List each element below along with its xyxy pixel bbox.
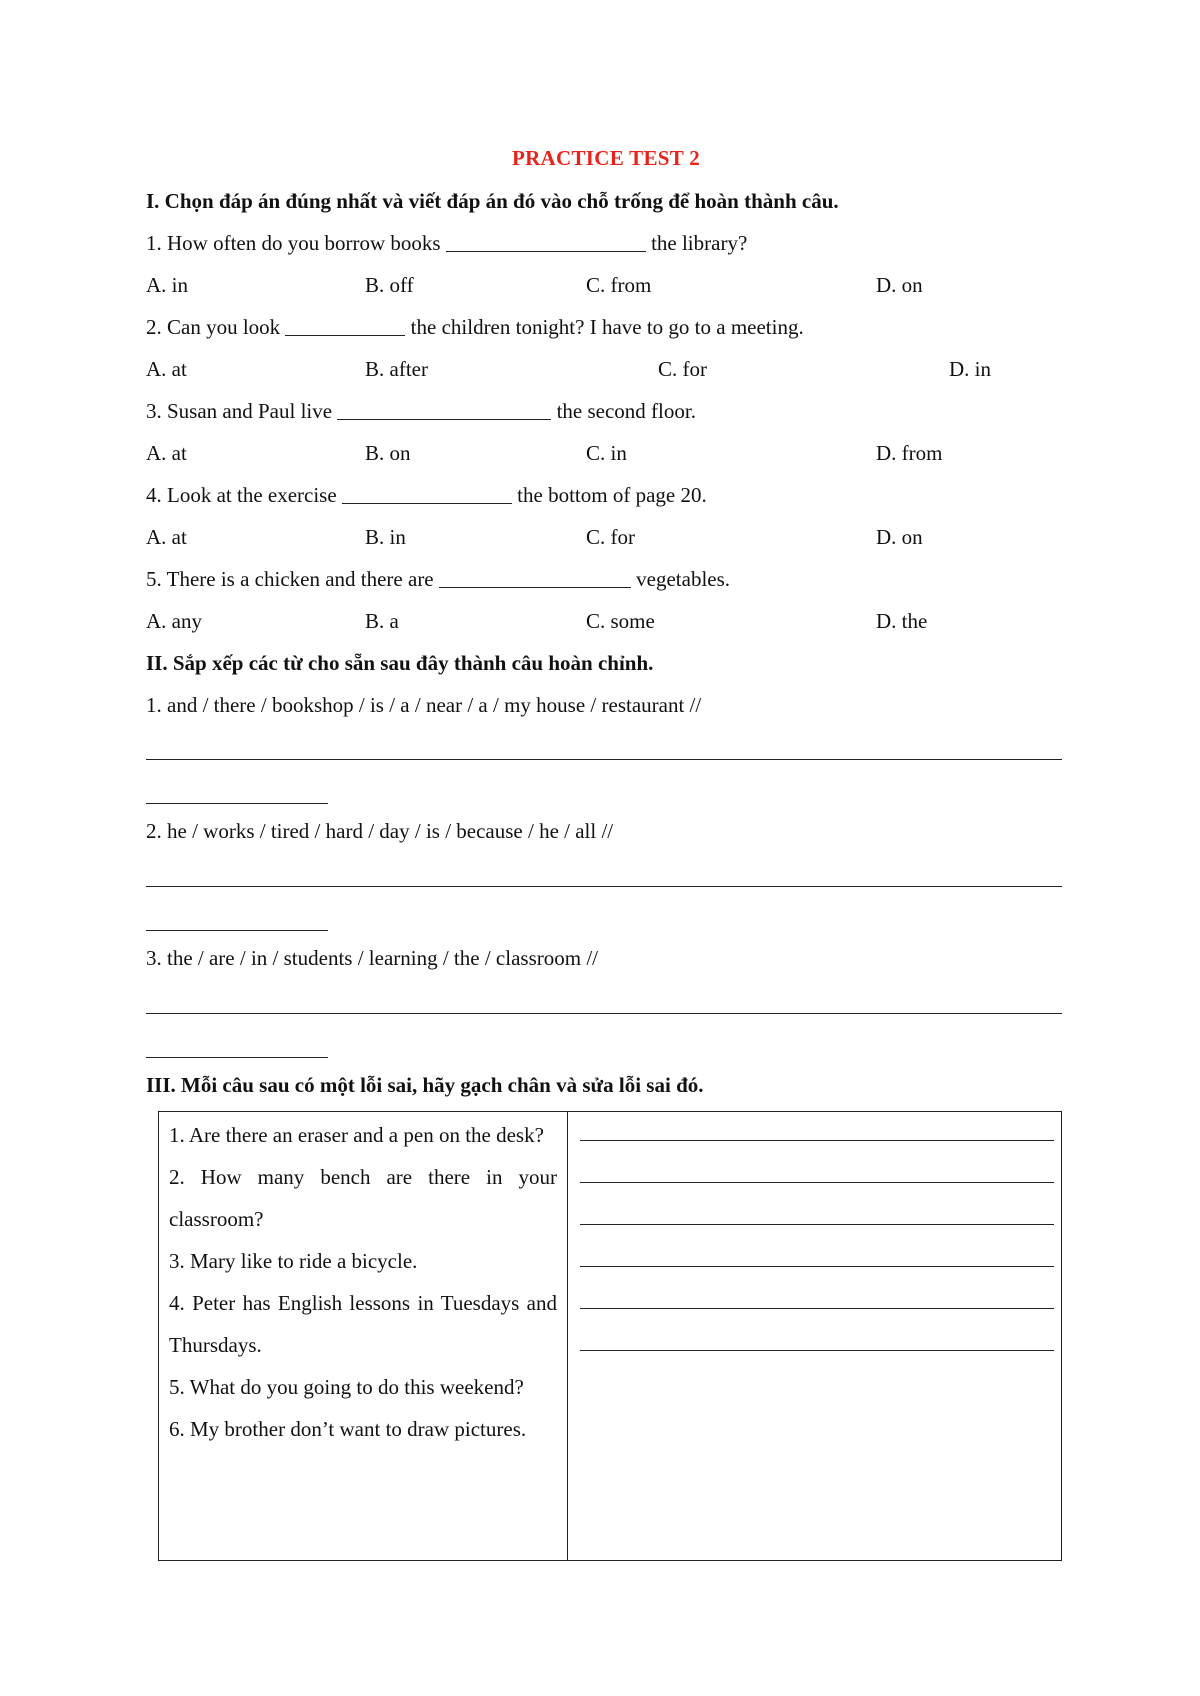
question-stem-end: the second floor. — [556, 399, 696, 423]
error-sentence-5: 5. What do you going to do this weekend? — [169, 1375, 524, 1399]
question-2 — [146, 315, 804, 340]
question-4 — [146, 483, 707, 508]
option-a[interactable]: A. at — [146, 357, 187, 381]
question-stem: 4. Look at the exercise — [146, 483, 337, 507]
option-d[interactable]: D. from — [876, 441, 943, 465]
sentences-cell — [159, 1112, 568, 1561]
section-3-heading: III. Mỗi câu sau có một lỗi sai, hãy gạch chân và sửa lỗi sai đó. — [146, 1073, 704, 1097]
reorder-item-2: 2. he / works / tired / hard / day / is / because / he / all // — [146, 819, 614, 843]
option-d[interactable]: D. on — [876, 525, 923, 549]
answer-line[interactable] — [146, 886, 1062, 887]
answer-line[interactable] — [146, 1013, 1062, 1014]
correction-line-2[interactable] — [580, 1182, 1054, 1183]
question-stem: 3. Susan and Paul live — [146, 399, 333, 423]
question-stem-end: the library? — [651, 231, 748, 255]
option-b[interactable]: B. off — [365, 273, 414, 297]
option-a[interactable]: A. at — [146, 441, 187, 465]
answer-line[interactable] — [146, 803, 328, 804]
answer-blank[interactable] — [342, 503, 512, 504]
error-sentence-1: 1. Are there an eraser and a pen on the desk? — [169, 1123, 544, 1147]
option-c[interactable]: C. from — [586, 273, 652, 297]
correction-line-4[interactable] — [580, 1266, 1054, 1267]
error-sentence-3: 3. Mary like to ride a bicycle. — [169, 1249, 418, 1273]
option-a[interactable]: A. at — [146, 525, 187, 549]
answer-line[interactable] — [146, 759, 1062, 760]
correction-line-5[interactable] — [580, 1308, 1054, 1309]
answer-line[interactable] — [146, 930, 328, 931]
question-5 — [146, 567, 730, 592]
option-b[interactable]: B. on — [365, 441, 411, 465]
error-sentence-6: 6. My brother don’t want to draw pictures. — [169, 1417, 527, 1441]
question-stem-end: vegetables. — [636, 567, 731, 591]
reorder-item-3: 3. the / are / in / students / learning / the / classroom // — [146, 946, 598, 970]
answer-blank[interactable] — [439, 587, 631, 588]
option-c[interactable]: C. in — [586, 441, 627, 465]
error-correction-table — [158, 1111, 1062, 1561]
option-c[interactable]: C. some — [586, 609, 655, 633]
option-d[interactable]: D. in — [949, 357, 991, 381]
error-sentence-2: 2. How many bench are there in your classroom? — [169, 1165, 557, 1231]
option-c[interactable]: C. for — [586, 525, 635, 549]
answer-line[interactable] — [146, 1057, 328, 1058]
option-b[interactable]: B. after — [365, 357, 428, 381]
page-title: PRACTICE TEST 2 — [511, 146, 701, 170]
correction-line-3[interactable] — [580, 1224, 1054, 1225]
correction-line-1[interactable] — [580, 1140, 1054, 1141]
question-stem: 2. Can you look — [146, 315, 281, 339]
question-stem-end: the bottom of page 20. — [517, 483, 707, 507]
answer-blank[interactable] — [285, 335, 405, 336]
reorder-item-1: 1. and / there / bookshop / is / a / near / a / my house / restaurant // — [146, 693, 702, 717]
section-1-heading: I. Chọn đáp án đúng nhất và viết đáp án đó vào chỗ trống để hoàn thành câu. — [146, 189, 839, 213]
question-3 — [146, 399, 696, 424]
answer-blank[interactable] — [446, 251, 646, 252]
question-stem: 5. There is a chicken and there are — [146, 567, 434, 591]
question-stem: 1. How often do you borrow books — [146, 231, 441, 255]
option-a[interactable]: A. in — [146, 273, 188, 297]
option-d[interactable]: D. the — [876, 609, 928, 633]
option-d[interactable]: D. on — [876, 273, 923, 297]
option-c[interactable]: C. for — [658, 357, 707, 381]
question-1 — [146, 231, 747, 256]
option-b[interactable]: B. in — [365, 525, 406, 549]
option-a[interactable]: A. any — [146, 609, 202, 633]
section-2-heading: II. Sắp xếp các từ cho sẵn sau đây thành câu hoàn chỉnh. — [146, 651, 654, 675]
correction-line-6[interactable] — [580, 1350, 1054, 1351]
answer-blank[interactable] — [337, 419, 551, 420]
option-b[interactable]: B. a — [365, 609, 399, 633]
question-stem-end: the children tonight? I have to go to a meeting. — [410, 315, 804, 339]
answers-cell — [568, 1112, 1062, 1561]
error-sentence-4: 4. Peter has English lessons in Tuesdays and Thursdays. — [169, 1291, 557, 1357]
